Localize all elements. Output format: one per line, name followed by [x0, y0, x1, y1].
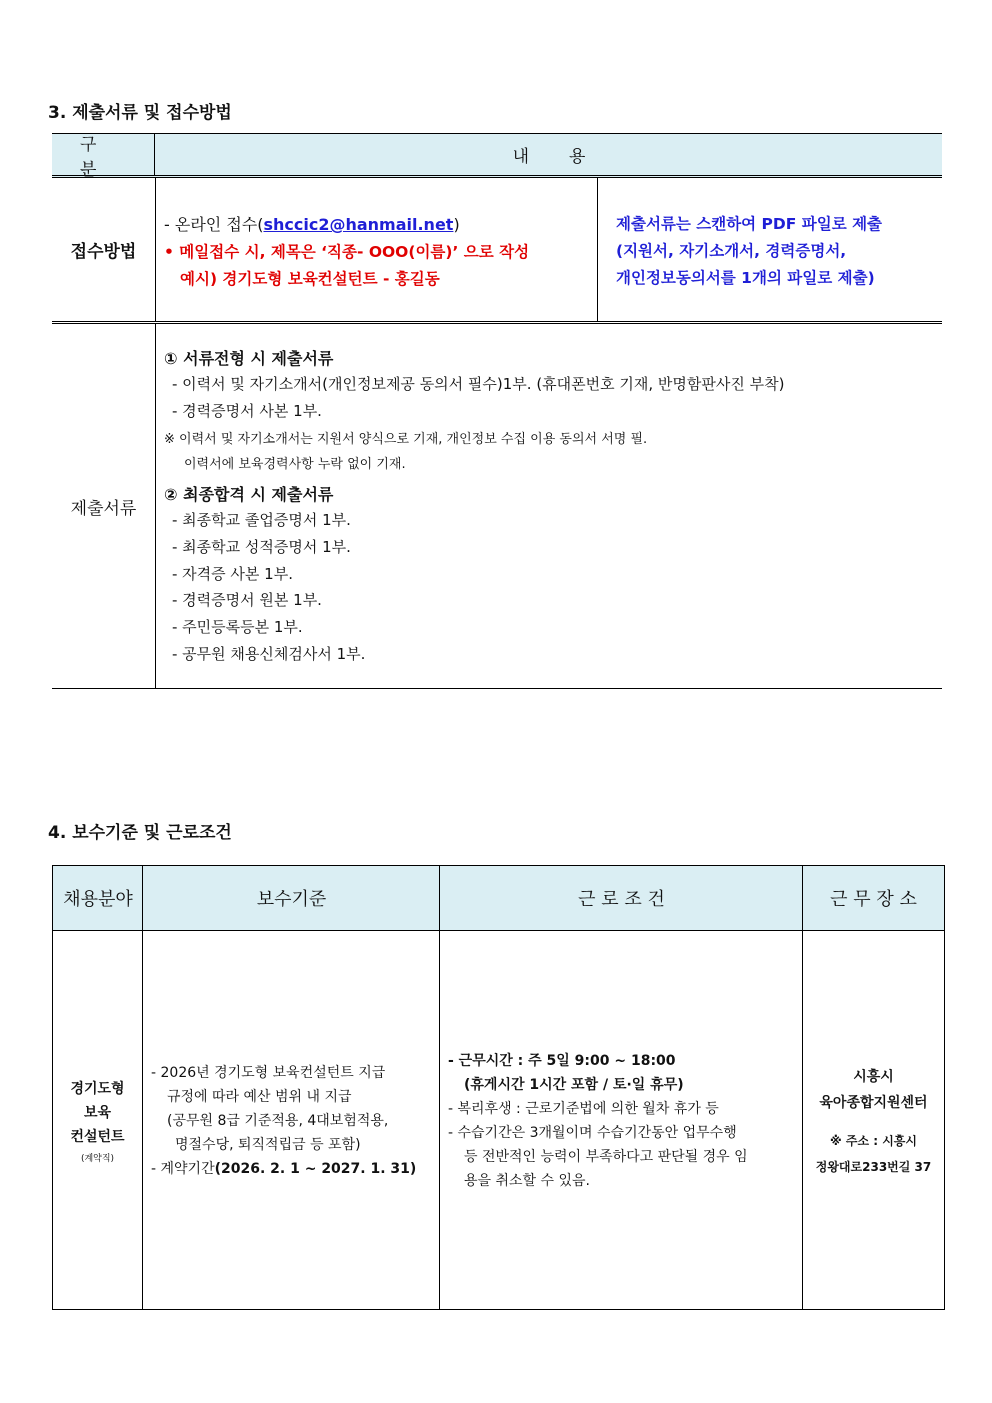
pay-line4: 명절수당, 퇴직적립금 등 포함) — [175, 1137, 361, 1153]
conditions-line2: (휴게시간 1시간 포함 / 토·일 휴무) — [464, 1077, 684, 1093]
conditions-line1: - 근무시간 : 주 5일 9:00 ~ 18:00 — [448, 1053, 676, 1069]
reception-method-label: 접수방법 — [52, 177, 156, 321]
header-category: 구분 — [52, 134, 155, 175]
reception-method-row — [52, 177, 942, 324]
conditions-line4: - 수습기간은 3개월이며 수습기간동안 업무수행 — [448, 1125, 737, 1141]
conditions-line3: - 복리후생 : 근로기준법에 의한 월차 휴가 등 — [448, 1101, 719, 1117]
contract-period: (2026. 2. 1 ~ 2027. 1. 31) — [214, 1161, 417, 1177]
location-address-line2: 정왕대로233번길 37 — [815, 1160, 932, 1174]
screening-note-line2: 이력서에 보육경력사항 누락 없이 기재. — [184, 457, 406, 472]
location-line1: 시흥시 — [853, 1069, 894, 1085]
location-line2: 육아종합지원센터 — [819, 1095, 928, 1111]
final-doc-item: - 최종학교 성적증명서 1부. — [172, 538, 351, 556]
pay-line2: 규정에 따라 예산 범위 내 지급 — [167, 1089, 352, 1105]
screening-doc-item: - 이력서 및 자기소개서(개인정보제공 동의서 필수)1부. (휴대폰번호 기재, 반명함판사진 부착) — [172, 375, 785, 393]
section4-title: 4. 보수기준 및 근로조건 — [48, 823, 232, 843]
documents-details — [156, 324, 942, 688]
conditions-line6: 용을 취소할 수 있음. — [464, 1173, 590, 1189]
pay-line3: (공무원 8급 기준적용, 4대보험적용, — [167, 1113, 389, 1129]
pay-cell — [143, 932, 439, 1309]
field-line2: 보육 — [83, 1105, 112, 1121]
pay-line5 — [151, 1158, 416, 1178]
mail-subject-note: • 메일접수 시, 제목은 ‘직종- OOO(이름)’ 으로 작성 — [164, 243, 530, 261]
online-reception — [164, 212, 460, 235]
section3-title: 3. 제출서류 및 접수방법 — [48, 103, 232, 123]
documents-row — [52, 324, 942, 689]
pay-line1: - 2026년 경기도형 보육컨설턴트 지급 — [151, 1065, 386, 1081]
documents-label: 제출서류 — [52, 324, 156, 688]
pdf-note-line2: (지원서, 자기소개서, 경력증명서, — [616, 242, 847, 260]
conditions-cell — [440, 932, 802, 1309]
header-content: 내용 — [512, 147, 626, 167]
contract-label: - 계약기간 — [151, 1161, 215, 1177]
final-doc-item: - 공무원 채용신체검사서 1부. — [172, 645, 366, 663]
field-line1: 경기도형 — [70, 1081, 125, 1097]
pdf-submission-note — [598, 177, 942, 321]
submission-table-header — [52, 133, 942, 178]
email-link[interactable]: shccic2@hanmail.net — [263, 215, 454, 234]
field-line3: 컨설턴트 — [70, 1129, 125, 1145]
header-pay: 보수기준 — [143, 866, 440, 931]
final-docs-title: ② 최종합격 시 제출서류 — [164, 485, 334, 504]
final-doc-item: - 주민등록등본 1부. — [172, 618, 303, 636]
header-field: 채용분야 — [53, 866, 143, 931]
field-note: (계약직) — [80, 1154, 115, 1164]
screening-docs-title: ① 서류전형 시 제출서류 — [164, 349, 334, 368]
field-cell — [53, 932, 142, 1309]
screening-note-line1: ※ 이력서 및 자기소개서는 지원서 양식으로 기재, 개인정보 수집 이용 동의서 서명 필. — [164, 432, 648, 447]
pdf-note-line1: 제출서류는 스캔하여 PDF 파일로 제출 — [616, 215, 883, 233]
header-location: 근 무 장 소 — [803, 866, 944, 931]
online-prefix: - 온라인 접수( — [164, 215, 264, 234]
mail-subject-example: 예시) 경기도형 보육컨설턴트 - 홍길동 — [180, 270, 440, 288]
final-doc-item: - 경력증명서 원본 1부. — [172, 591, 322, 609]
final-doc-item: - 자격증 사본 1부. — [172, 565, 293, 583]
final-doc-item: - 최종학교 졸업증명서 1부. — [172, 511, 351, 529]
screening-doc-item: - 경력증명서 사본 1부. — [172, 402, 322, 420]
reception-method-details — [156, 177, 598, 321]
location-address-line1: ※ 주소 : 시흥시 — [830, 1134, 917, 1148]
location-cell — [803, 932, 944, 1309]
online-suffix: ) — [453, 215, 460, 234]
pay-conditions-table — [52, 865, 945, 1310]
pdf-note-line3: 개인정보동의서를 1개의 파일로 제출) — [616, 269, 875, 287]
conditions-line5: 등 전반적인 능력이 부족하다고 판단될 경우 임 — [464, 1149, 748, 1165]
header-conditions: 근 로 조 건 — [440, 866, 803, 931]
